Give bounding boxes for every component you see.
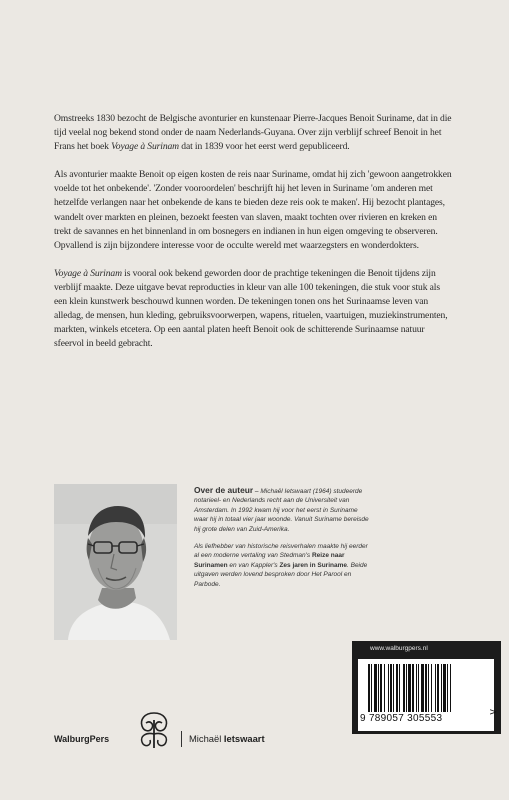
barcode-panel (352, 641, 501, 734)
publisher-name: WalburgPers (54, 734, 110, 744)
blurb-paragraph-2: Als avonturier maakte Benoit op eigen kosten de reis naar Suriname, omdat hij zich 'gewoon aangetrokken voelde tot het onbekende'. 'Zonder vooroordelen' beschrijft hij het leven in Suriname 'om anderen met hetzelfde verlangen naar het onbekende de kans te bieden deze reis ook te maken'. Hij bezocht plantages, wandelt over markten en pleinen, bezoekt feesten van slaven, maakt tochten over rivieren en kreken en trekt de savannes en het binnenland in om bosnegers en indianen in hun eigen omgeving te observeren. Opvallend is zijn bijzondere interesse voor de occulte wereld met waarzegsters en wonderdokters. (54, 169, 452, 251)
bio-p2-text: Als liefhebber van historische reisverhalen maakte hij eerder al een moderne vertaling van Stedman's (194, 543, 368, 560)
bio-paragraph-2 (194, 542, 372, 589)
barcode-area (358, 659, 494, 731)
website-url: www.walburgpers.nl (370, 645, 428, 652)
isbn-digits: 9 789057 305553 (360, 713, 443, 724)
blurb-paragraph-3 (54, 267, 452, 352)
blurb-text (54, 112, 452, 365)
author-last-name: Ietswaart (223, 733, 265, 744)
footer-divider (181, 731, 182, 747)
author-bio (194, 486, 372, 597)
walburgpers-emblem-icon (134, 710, 174, 752)
book-title-bold: Zes jaren in Suriname (279, 561, 347, 569)
bio-p2-text: en van Kappler's (227, 561, 280, 569)
book-title-italic: Voyage à Surinam (111, 141, 179, 153)
book-title-italic: Voyage à Surinam (54, 267, 122, 279)
bio-paragraph-1 (194, 486, 372, 534)
author-first-name: Michaël (189, 733, 224, 744)
barcode-icon (368, 664, 480, 712)
blurb-p1-text: Omstreeks 1830 bezocht de Belgische avonturier en kunstenaar Pierre-Jacques Benoit Suriname, dat in die tijd veelal nog bekend stond onder de naam Nederlands-Guyana. Over zijn verblijf schreef Benoit in het Frans het boek (54, 113, 452, 153)
blurb-paragraph-1 (54, 112, 452, 154)
barcode-arrow: > (489, 707, 498, 718)
author-name (189, 733, 265, 744)
blurb-p1-end: dat in 1839 voor het eerst werd gepubliceerd. (179, 141, 350, 153)
bio-p1-text: – Michaël Ietswaart (1964) studeerde notarieel- en Nederlands recht aan de Universiteit van Amsterdam. In 1992 kwam hij voor het eerst in Suriname waar hij in totaal vier jaar woonde. Vanuit Suriname bereisde hij grote delen van Zuid-Amerika. (194, 488, 369, 533)
blurb-p3-text: is vooral ook bekend geworden door de prachtige tekeningen die Benoit tijdens zijn verblijf maakte. Deze uitgave bevat reproducties in kleur van alle 100 tekeningen, die stuk voor stuk als een klein kunstwerk beschouwd kunnen worden. De tekeningen tonen ons het Surinaamse leven van alledag, de mensen, hun kleding, gebruiksvoorwerpen, wapens, rituelen, vaartuigen, muziekinstrumenten, markten, winkels etcetera. Op een aantal platen heeft Benoit ook de schitterende Surinaamse natuur sfeervol in beeld gebracht. (54, 267, 448, 350)
author-portrait-icon (54, 484, 177, 640)
bio-heading: Over de auteur (194, 485, 254, 495)
bio-p2-text: . Beide uitgaven werden lovend besproken door Het Parool en Parbode. (194, 561, 368, 588)
book-title-bold: Reize naar Surinamen (194, 552, 345, 569)
author-photo (54, 484, 177, 640)
